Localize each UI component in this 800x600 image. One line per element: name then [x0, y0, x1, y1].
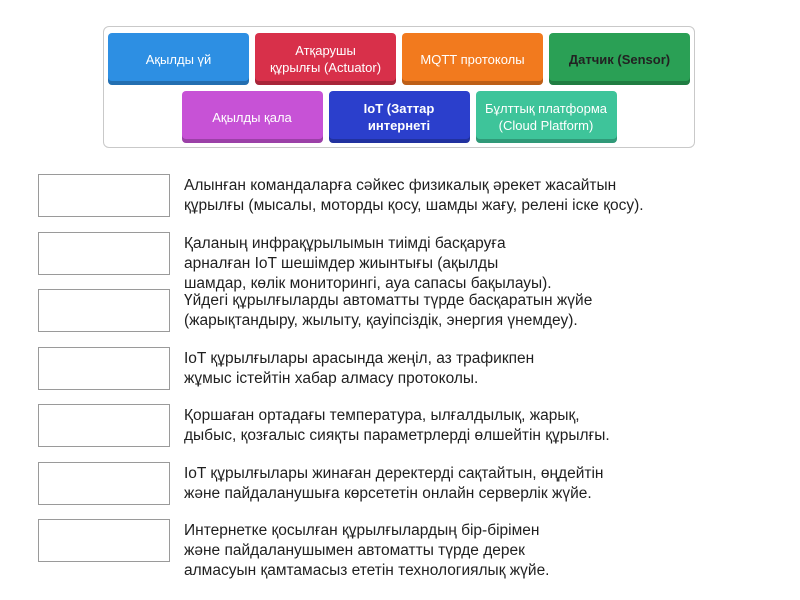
drop-box[interactable]: [38, 462, 170, 505]
match-row: [38, 289, 778, 347]
drop-box[interactable]: [38, 404, 170, 447]
drop-box[interactable]: [38, 289, 170, 332]
drop-box[interactable]: [38, 519, 170, 562]
tile-smart-home[interactable]: Ақылды үй: [108, 33, 249, 85]
tile-cloud-platform[interactable]: Бұлттық платформа (Cloud Platform): [476, 91, 617, 143]
definition-text: Интернетке қосылған құрылғылардың бір-бірімен және пайдаланушымен автоматты түрде дерек алмасуын қамтамасыз ететін технологиялық жүйе.: [184, 522, 550, 579]
match-row: [38, 519, 778, 577]
match-row: [38, 232, 778, 290]
tile-actuator[interactable]: Атқарушы құрылғы (Actuator): [255, 33, 396, 85]
match-row: [38, 404, 778, 462]
definition-text: Үйдегі құрылғыларды автоматты түрде басқаратын жүйе (жарықтандыру, жылыту, қауіпсіздік, энергия үнемдеу).: [184, 292, 593, 329]
drop-box[interactable]: [38, 232, 170, 275]
tile-sensor[interactable]: Датчик (Sensor): [549, 33, 690, 85]
tile-row-1: [104, 33, 694, 85]
definition-text: IoT құрылғылары жинаған деректерді сақтайтын, өңдейтін және пайдаланушыға көрсететін онлайн серверлік жүйе.: [184, 464, 604, 502]
tile-bank: [103, 26, 695, 148]
tile-iot[interactable]: IoT (Заттар интернеті: [329, 91, 470, 143]
definition-text: Қаланың инфрақұрылымын тиімді басқаруға арналған IoT шешімдер жиынтығы (ақылды шамдар, көлік мониторингі, ауа сапасы бақылауы).: [184, 234, 552, 292]
tile-row-2: [104, 91, 694, 143]
match-row: [38, 174, 778, 232]
drop-box[interactable]: [38, 347, 170, 390]
match-row: [38, 347, 778, 405]
definition-text: IoT құрылғылары арасында жеңіл, аз трафикпен жұмыс істейтін хабар алмасу протоколы.: [184, 349, 535, 387]
tile-mqtt[interactable]: MQTT протоколы: [402, 33, 543, 85]
drop-box[interactable]: [38, 174, 170, 217]
definition-text: Қоршаған ортадағы температура, ылғалдылық, жарық, дыбыс, қозғалыс сияқты параметрлерді өлшейтін құрылғы.: [184, 407, 610, 444]
match-rows: [38, 174, 778, 577]
tile-smart-city[interactable]: Ақылды қала: [182, 91, 323, 143]
match-row: [38, 462, 778, 520]
definition-text: Алынған командаларға сәйкес физикалық әрекет жасайтын құрылғы (мысалы, моторды қосу, шамды жағу, релені іске қосу).: [184, 177, 644, 214]
